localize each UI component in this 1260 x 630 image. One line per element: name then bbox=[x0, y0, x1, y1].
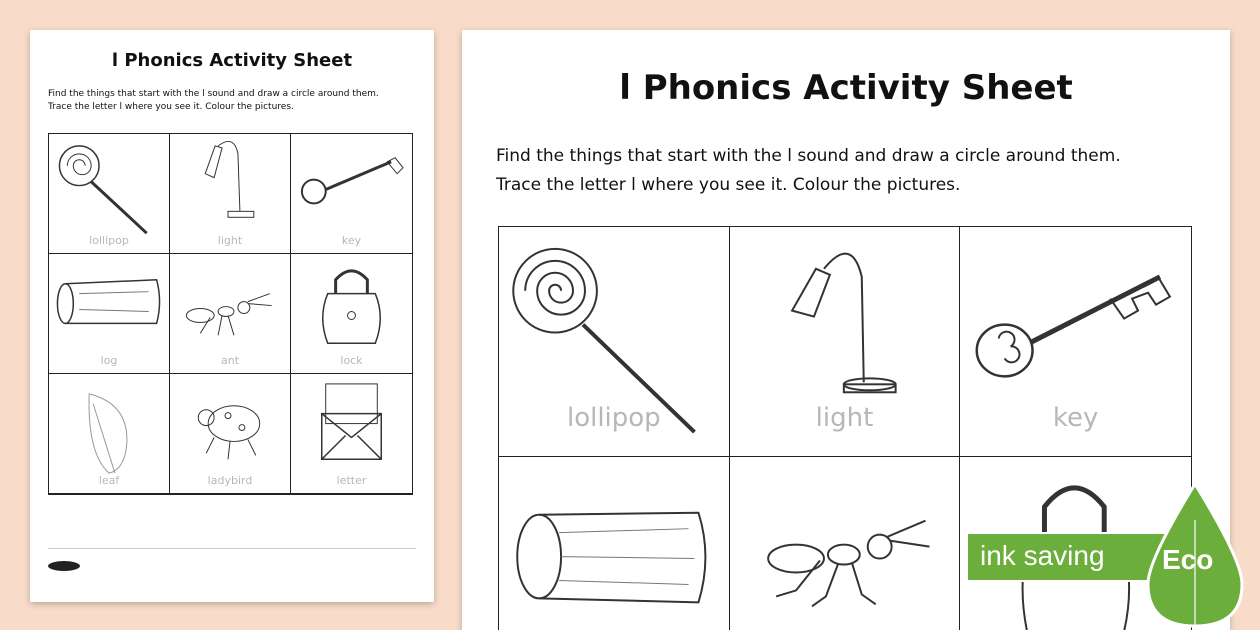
instructions bbox=[48, 88, 423, 114]
grid-cell-ladybird bbox=[170, 374, 291, 494]
word-label: lollipop bbox=[566, 403, 661, 433]
ant-icon bbox=[730, 457, 960, 630]
grid-cell-log bbox=[49, 254, 170, 374]
word-label: leaf bbox=[98, 474, 120, 487]
ink-saving-label: ink saving bbox=[966, 532, 1181, 582]
word-label: letter bbox=[336, 474, 367, 487]
word-label: lock bbox=[340, 354, 363, 367]
ink-saving-eco-badge bbox=[966, 480, 1248, 630]
word-label: ant bbox=[220, 354, 240, 367]
word-label: ladybird bbox=[207, 474, 253, 487]
word-label: key bbox=[1052, 403, 1099, 433]
footer-divider bbox=[48, 548, 416, 549]
word-label: log bbox=[100, 354, 118, 367]
grid-cell-log bbox=[499, 457, 730, 630]
instructions-line-1: Find the things that start with the l sound and draw a circle around them. bbox=[48, 89, 379, 99]
grid-cell-lock bbox=[291, 254, 412, 374]
grid-cell-lollipop bbox=[49, 134, 170, 254]
instructions-line-2: Trace the letter l where you see it. Colour the pictures. bbox=[48, 102, 294, 112]
sheet-title: l Phonics Activity Sheet bbox=[111, 50, 353, 71]
grid-cell-light bbox=[730, 227, 961, 457]
eco-label: Eco bbox=[1162, 544, 1214, 575]
word-label: light bbox=[815, 403, 874, 433]
log-icon bbox=[499, 457, 729, 630]
word-label: light bbox=[217, 234, 243, 247]
grid-cell-leaf bbox=[49, 374, 170, 494]
picture-grid bbox=[48, 133, 413, 495]
grid-cell-light bbox=[170, 134, 291, 254]
grid-cell-letter bbox=[291, 374, 412, 494]
worksheet-preview-small bbox=[30, 30, 434, 602]
grid-cell-lollipop bbox=[499, 227, 730, 457]
word-label: lollipop bbox=[89, 234, 129, 247]
grid-cell-key bbox=[960, 227, 1191, 457]
instructions-line-2: Trace the letter l where you see it. Colour the pictures. bbox=[496, 175, 961, 195]
grid-cell-key bbox=[291, 134, 412, 254]
grid-cell-ant bbox=[170, 254, 291, 374]
sheet-title: l Phonics Activity Sheet bbox=[619, 68, 1073, 108]
instructions-line-1: Find the things that start with the l sound and draw a circle around them. bbox=[496, 146, 1121, 166]
grid-cell-ant bbox=[730, 457, 961, 630]
instructions bbox=[496, 142, 1216, 200]
word-label: key bbox=[341, 234, 362, 247]
brand-logo-icon bbox=[46, 560, 82, 572]
